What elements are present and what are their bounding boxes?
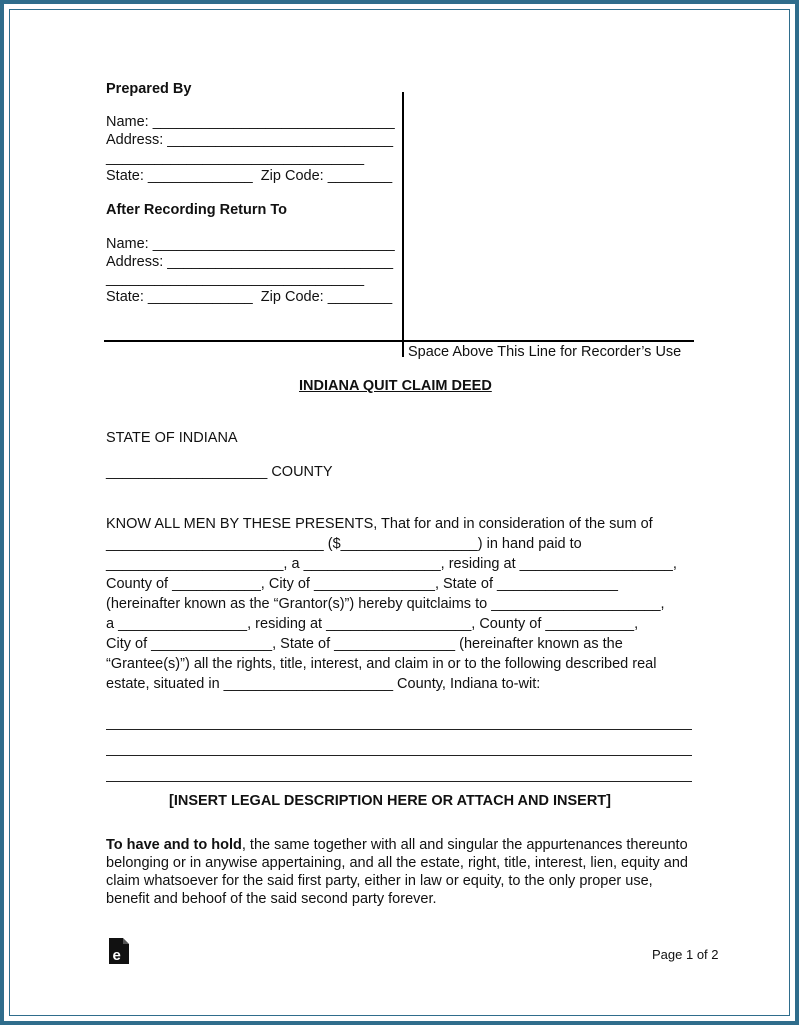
- return-to-address-line-2[interactable]: ________________________________: [106, 271, 365, 287]
- recorder-area-vertical-line: [402, 92, 404, 357]
- body-line[interactable]: (hereinafter known as the “Grantor(s)”) hereby quitclaims to _____________________,: [106, 596, 665, 612]
- state-line: STATE OF INDIANA: [106, 430, 238, 446]
- recorder-use-note: Space Above This Line for Recorder’s Use: [408, 344, 682, 360]
- legal-description-note: [INSERT LEGAL DESCRIPTION HERE OR ATTACH AND INSERT]: [169, 793, 611, 809]
- habendum-paragraph: [106, 836, 696, 908]
- legal-description-line[interactable]: [106, 781, 692, 782]
- body-line: “Grantee(s)”) all the rights, title, interest, and claim in or to the following described real: [106, 656, 657, 672]
- prepared-by-state-zip-field[interactable]: State: _____________ Zip Code: ________: [106, 168, 393, 184]
- body-line[interactable]: City of _______________, State of _______________ (hereinafter known as the: [106, 636, 623, 652]
- return-to-state-zip-field[interactable]: State: _____________ Zip Code: ________: [106, 289, 393, 305]
- body-line[interactable]: a ________________, residing at __________________, County of ___________,: [106, 616, 639, 632]
- recorder-area-horizontal-line: [104, 340, 694, 342]
- prepared-by-address-line-2[interactable]: ________________________________: [106, 150, 365, 166]
- page-number: Page 1 of 2: [652, 947, 719, 962]
- body-line[interactable]: County of ___________, City of _______________, State of _______________: [106, 576, 618, 592]
- return-to-heading: After Recording Return To: [106, 202, 287, 218]
- return-to-address-field[interactable]: Address: ____________________________: [106, 254, 394, 270]
- svg-text:e: e: [112, 947, 121, 964]
- prepared-by-address-field[interactable]: Address: ____________________________: [106, 132, 394, 148]
- legal-description-line[interactable]: [106, 755, 692, 756]
- return-to-name-field[interactable]: Name: ______________________________: [106, 236, 395, 252]
- document-title: INDIANA QUIT CLAIM DEED: [299, 378, 492, 394]
- habendum-text: , the same together with all and singular the appurtenances thereunto belonging or in anywise appertaining, and all the estate, right, title, interest, lien, equity and claim whatsoever for the said first party, either in law or equity, to the only proper use, benefit and behoof of the said second party forever.: [106, 837, 688, 907]
- county-field[interactable]: ____________________ COUNTY: [106, 464, 333, 480]
- eforms-logo-icon: [108, 937, 130, 965]
- body-line[interactable]: estate, situated in _____________________ County, Indiana to-wit:: [106, 676, 541, 692]
- body-line[interactable]: ______________________, a _________________, residing at ___________________,: [106, 556, 677, 572]
- body-line: KNOW ALL MEN BY THESE PRESENTS, That for and in consideration of the sum of: [106, 516, 653, 532]
- legal-description-line[interactable]: [106, 729, 692, 730]
- prepared-by-name-field[interactable]: Name: ______________________________: [106, 114, 395, 130]
- prepared-by-heading: Prepared By: [106, 81, 192, 97]
- habendum-lead: To have and to hold: [106, 837, 242, 853]
- body-line[interactable]: ___________________________ ($_________________) in hand paid to: [106, 536, 582, 552]
